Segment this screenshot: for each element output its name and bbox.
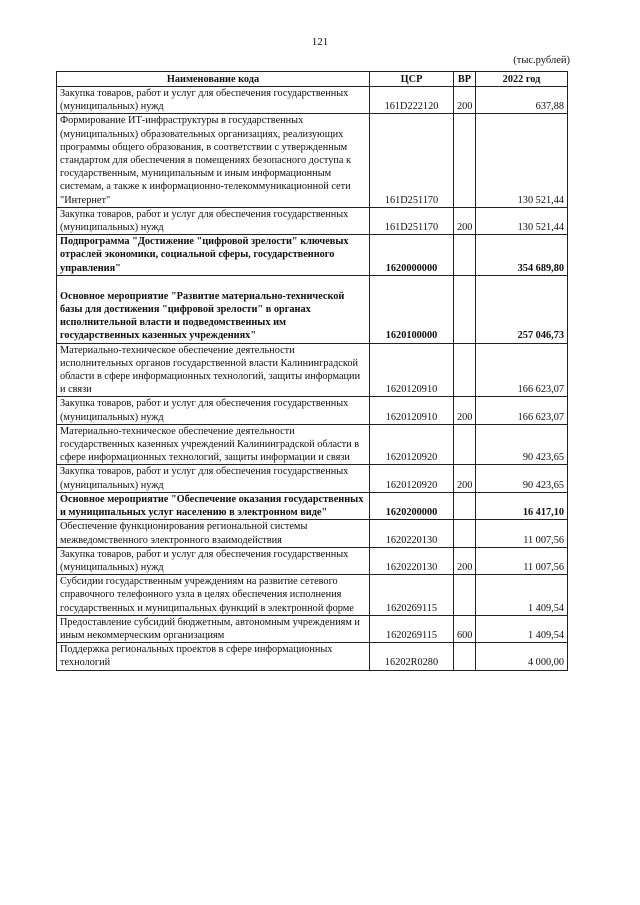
row-code: 1620200000 (370, 492, 454, 519)
row-amount: 257 046,73 (476, 275, 568, 343)
row-name: Субсидии государственным учреждениям на развитие сетевого справочного телефонного узла в целях обеспечения исполнения государственных и муниципальных функций в электронной форме (57, 575, 370, 616)
row-vr (454, 492, 476, 519)
row-name: Материально-техническое обеспечение деятельности исполнительных органов государственной власти Калининградской области в сфере информационных технологий, защиты информации и связи (57, 343, 370, 397)
header-year: 2022 год (476, 72, 568, 87)
row-vr (454, 520, 476, 547)
table-row (57, 520, 568, 547)
row-amount: 130 521,44 (476, 114, 568, 207)
row-name: Формирование ИТ-инфраструктуры в государственных (муниципальных) образовательных организациях, реализующих программы общего образования, в соответствии с утвержденным стандартом для обеспечения в помещениях безопасного доступа к государственным, муниципальным и иным информационным системам, а также к информационно-телекоммуникационной сети "Интернет" (57, 114, 370, 207)
table-row (57, 207, 568, 234)
row-vr (454, 343, 476, 397)
row-code: 1620120910 (370, 343, 454, 397)
table-row-main-activity (57, 492, 568, 519)
row-vr (454, 575, 476, 616)
table-row (57, 643, 568, 670)
row-code: 161D222120 (370, 87, 454, 114)
row-amount: 90 423,65 (476, 424, 568, 465)
row-name: Обеспечение функционирования региональной системы межведомственного электронного взаимодействия (57, 520, 370, 547)
row-name: Закупка товаров, работ и услуг для обеспечения государственных (муниципальных) нужд (57, 465, 370, 492)
row-code: 1620269115 (370, 615, 454, 642)
row-amount: 1 409,54 (476, 615, 568, 642)
row-code: 1620220130 (370, 520, 454, 547)
row-amount: 4 000,00 (476, 643, 568, 670)
table-row (57, 397, 568, 424)
unit-label: (тыс.рублей) (513, 55, 570, 66)
row-amount: 16 417,10 (476, 492, 568, 519)
row-code: 1620120910 (370, 397, 454, 424)
row-vr: 200 (454, 465, 476, 492)
table-row (57, 114, 568, 207)
row-amount: 166 623,07 (476, 397, 568, 424)
table-row (57, 87, 568, 114)
row-vr: 200 (454, 87, 476, 114)
row-vr: 600 (454, 615, 476, 642)
row-vr: 200 (454, 207, 476, 234)
row-code: 1620100000 (370, 275, 454, 343)
row-vr (454, 235, 476, 276)
page-number: 121 (311, 36, 329, 48)
row-amount: 166 623,07 (476, 343, 568, 397)
table-header-row (57, 72, 568, 87)
row-vr (454, 275, 476, 343)
header-name: Наименование кода (57, 72, 370, 87)
row-name: Основное мероприятие "Обеспечение оказания государственных и муниципальных услуг населению в электронном виде" (57, 492, 370, 519)
table-row-main-activity (57, 275, 568, 343)
header-csr: ЦСР (370, 72, 454, 87)
row-amount: 1 409,54 (476, 575, 568, 616)
row-name: Основное мероприятие "Развитие материально-технической базы для достижения "цифровой зрелости" в органах исполнительной власти и подведомственных им государственных казенных учреждениях" (57, 275, 370, 343)
row-vr: 200 (454, 397, 476, 424)
row-code: 161D251170 (370, 114, 454, 207)
row-code: 1620000000 (370, 235, 454, 276)
row-amount: 130 521,44 (476, 207, 568, 234)
row-vr: 200 (454, 547, 476, 574)
row-name: Подпрограмма "Достижение "цифровой зрелости" ключевых отраслей экономики, социальной сферы, государственного управления" (57, 235, 370, 276)
row-amount: 11 007,56 (476, 547, 568, 574)
row-amount: 354 689,80 (476, 235, 568, 276)
row-name: Закупка товаров, работ и услуг для обеспечения государственных (муниципальных) нужд (57, 207, 370, 234)
row-code: 1620120920 (370, 465, 454, 492)
row-code: 1620120920 (370, 424, 454, 465)
table-row (57, 343, 568, 397)
row-name: Закупка товаров, работ и услуг для обеспечения государственных (муниципальных) нужд (57, 547, 370, 574)
table-row (57, 615, 568, 642)
row-name: Закупка товаров, работ и услуг для обеспечения государственных (муниципальных) нужд (57, 87, 370, 114)
table-row-subprogram (57, 235, 568, 276)
row-code: 1620220130 (370, 547, 454, 574)
budget-table (56, 71, 568, 671)
table-row (57, 465, 568, 492)
table-row (57, 575, 568, 616)
row-name: Материально-техническое обеспечение деятельности государственных казенных учреждений Калининградской области в сфере информационных технологий, защиты информации и связи (57, 424, 370, 465)
row-vr (454, 643, 476, 670)
row-code: 161D251170 (370, 207, 454, 234)
row-amount: 637,88 (476, 87, 568, 114)
row-code: 1620269115 (370, 575, 454, 616)
row-vr (454, 424, 476, 465)
row-name: Предоставление субсидий бюджетным, автономным учреждениям и иным некоммерческим организациям (57, 615, 370, 642)
header-vr: ВР (454, 72, 476, 87)
row-name: Закупка товаров, работ и услуг для обеспечения государственных (муниципальных) нужд (57, 397, 370, 424)
row-amount: 11 007,56 (476, 520, 568, 547)
row-amount: 90 423,65 (476, 465, 568, 492)
table-row (57, 424, 568, 465)
row-name: Поддержка региональных проектов в сфере информационных технологий (57, 643, 370, 670)
row-vr (454, 114, 476, 207)
table-row (57, 547, 568, 574)
row-code: 16202R0280 (370, 643, 454, 670)
